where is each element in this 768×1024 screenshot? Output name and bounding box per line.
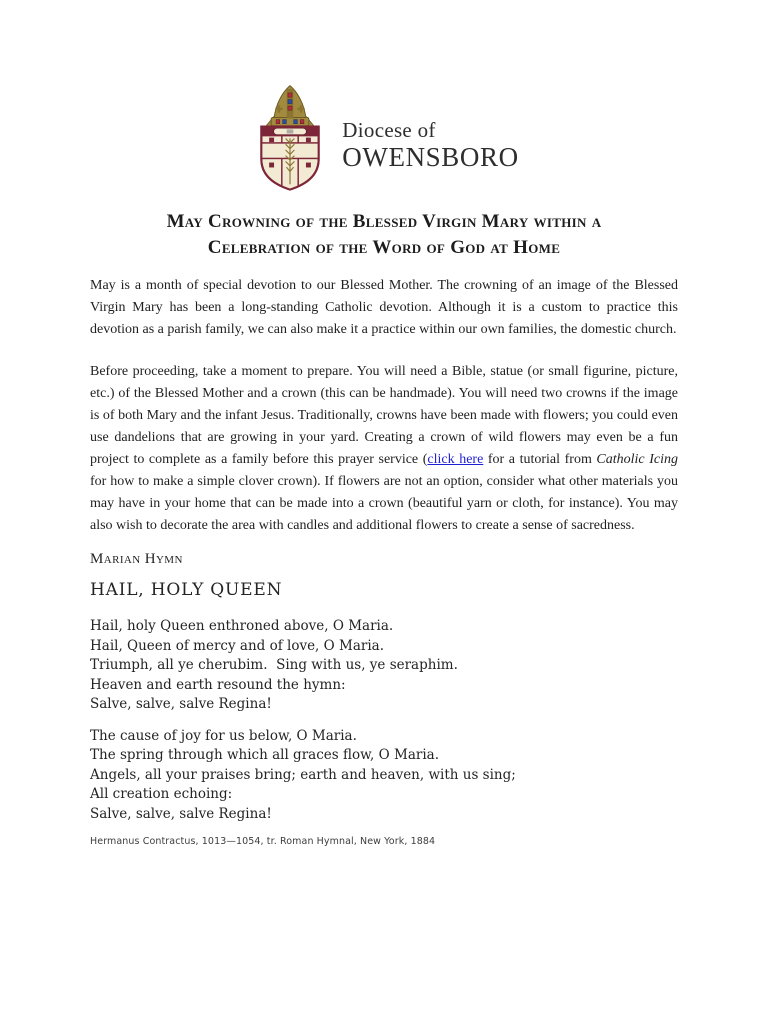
diocese-crest-icon	[249, 84, 331, 192]
verse-line: Salve, salve, salve Regina!	[90, 805, 272, 822]
verse-line: The cause of joy for us below, O Maria.	[90, 727, 357, 744]
chief-scroll-mark	[287, 129, 294, 133]
verse-line: All creation echoing:	[90, 786, 233, 802]
preparation-text-after-italic: for how to make a simple clover crown). If flowers are not an option, consider what other materials you may have in your home that can be made into a crown (beautiful yarn or cloth, for instance). You may also wish to decorate the area with candles and additional flowers to create a sense of sacredness.	[90, 474, 678, 533]
verse-line: Salve, salve, salve Regina!	[90, 696, 272, 712]
diocese-logo	[0, 0, 768, 192]
hymn-verse-2	[90, 727, 678, 825]
intro-paragraph: May is a month of special devotion to our Blessed Mother. The crowning of an image of the Blessed Virgin Mary has been a long-standing Catholic devotion. Although it is a custom to practice this devotion as a parish family, we can also make it a practice within our own families, the domestic church.	[90, 278, 678, 337]
verse-line: Heaven and earth resound the hymn:	[90, 676, 346, 693]
preparation-text-before-link: Before proceeding, take a moment to prepare. You will need a Bible, statue (or small figurine, picture, etc.) of the Blessed Mother and a crown (this can be handmade). You will need two crowns if the image is of both Mary and the infant Jesus. Traditionally, crowns have been made with flowers; you could even use dandelions that are growing in your yard. Creating a crown of wild flowers may even be a fun project to complete as a family before this prayer service (	[90, 364, 678, 467]
hymn-title: HAIL, HOLY QUEEN	[90, 580, 283, 600]
hymn-verse-1	[90, 617, 678, 715]
verse-line: Hail, Queen of mercy and of love, O Maria.	[90, 637, 384, 654]
document-title-line2: Celebration of the Word of God at Home	[207, 237, 561, 258]
diocese-name: OWENSBORO	[342, 142, 519, 172]
document-title-line1: May Crowning of the Blessed Virgin Mary within a	[166, 211, 602, 232]
marian-hymn-label: Marian Hymn	[90, 551, 183, 567]
click-here-link[interactable]: click here	[427, 452, 484, 467]
diocese-prefix: Diocese of	[342, 118, 436, 142]
verse-line: Angels, all your praises bring; earth and heaven, with us sing;	[90, 766, 516, 783]
preparation-text-after-link: for a tutorial from	[483, 452, 597, 467]
verse-line: The spring through which all graces flow, O Maria.	[90, 747, 439, 763]
diocese-logo-text	[342, 104, 518, 172]
document-title	[90, 209, 678, 261]
catholic-icing-source: Catholic Icing	[596, 452, 678, 467]
verse-line: Triumph, all ye cherubim. Sing with us, ye seraphim.	[90, 657, 458, 673]
verse-line: Hail, holy Queen enthroned above, O Maria.	[90, 618, 394, 634]
hymn-attribution: Hermanus Contractus, 1013—1054, tr. Roman Hymnal, New York, 1884	[90, 836, 436, 847]
preparation-paragraph	[90, 361, 678, 537]
